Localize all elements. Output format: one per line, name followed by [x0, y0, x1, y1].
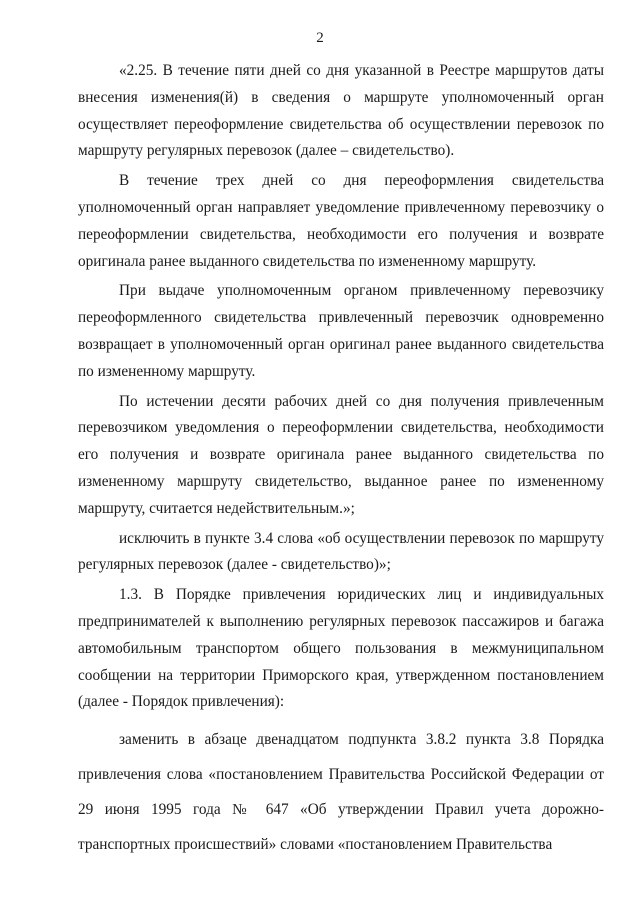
page-number: 2 [316, 30, 324, 46]
paragraph-1-3: 1.3. В Порядке привлечения юридических лиц и индивидуальных предпринимателей к выполнению регулярных перевозок пассажиров и багажа автомобильным транспортом общего пользования в межмуниципальном сообщении на территории Приморского края, утвержденном постановлением (далее - Порядок привлечения): [78, 586, 604, 711]
paragraph-notification: В течение трех дней со дня переоформления свидетельства уполномоченный орган направляет уведомление привлеченному перевозчику о переоформлении свидетельства, необходимости его получения и возврате оригинала ранее выданного свидетельства по измененному маршруту. [78, 172, 604, 270]
document-body [78, 58, 604, 862]
paragraph-replace-3-8-2: заменить в абзаце двенадцатом подпункта 3.8.2 пункта 3.8 Порядка привлечения слова «постановлением Правительства Российской Федерации от 29 июня 1995 года № 647 «Об утверждении Правил учета дорожно-транспортных происшествий» словами «постановлением Правительства [78, 731, 604, 854]
paragraph-2-25: «2.25. В течение пяти дней со дня указанной в Реестре маршрутов даты внесения изменения(й) в сведения о маршруте уполномоченный орган осуществляет переоформление свидетельства об осуществлении перевозок по маршруту регулярных перевозок (далее – свидетельство). [78, 62, 604, 160]
paragraph-issuance: При выдаче уполномоченным органом привлеченному перевозчику переоформленного свидетельства привлеченный перевозчик одновременно возвращает в уполномоченный орган оригинал ранее выданного свидетельства по измененному маршруту. [78, 282, 604, 380]
paragraph-exclude-3-4: исключить в пункте 3.4 слова «об осуществлении перевозок по маршруту регулярных перевозок (далее - свидетельство)»; [78, 529, 604, 574]
paragraph-expiry: По истечении десяти рабочих дней со дня получения привлеченным перевозчиком уведомления о переоформлении свидетельства, необходимости его получения и возврате оригинала ранее выданного свидетельства по измененному маршруту свидетельство, выданное ранее по измененному маршруту, считается недействительным.»; [78, 392, 604, 517]
